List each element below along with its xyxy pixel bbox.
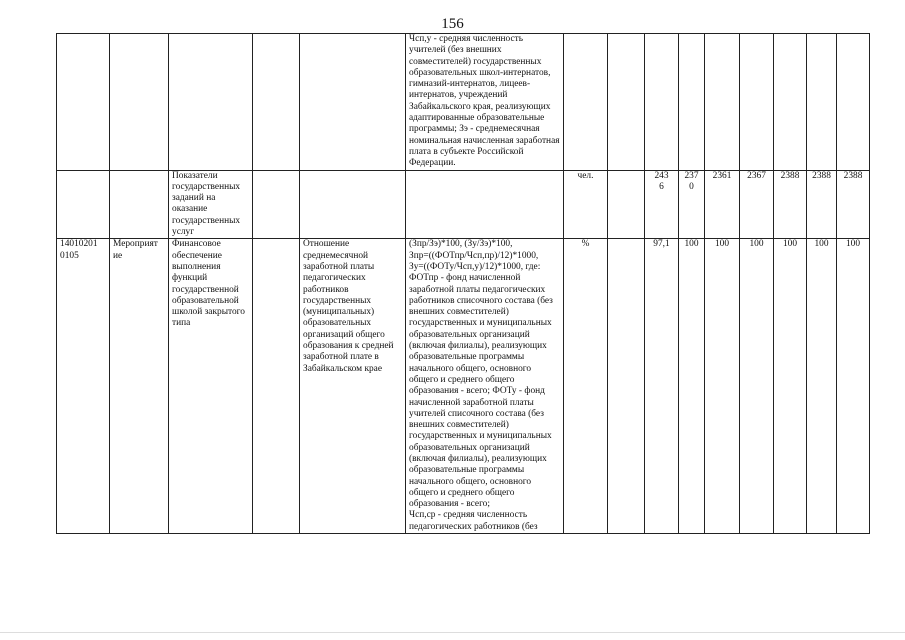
cell-year-5: 2388 [774,170,807,239]
cell-code: 14010201 0105 [57,239,110,534]
cell-type [110,34,169,171]
cell-year-2: 237 0 [679,170,705,239]
cell-year-5: 100 [774,239,807,534]
cell-year-6: 100 [807,239,837,534]
cell-indicator [300,170,406,239]
cell-year-7: 2388 [837,170,870,239]
program-table [56,33,870,534]
cell-year-3 [705,34,740,171]
page-edge-divider [0,632,905,633]
cell-name: Финансовое обеспечение выполнения функций государственной образовательной школой закрытого типа [169,239,253,534]
cell-year-1: 97,1 [645,239,679,534]
cell-year-4: 100 [740,239,774,534]
cell-year-6 [807,34,837,171]
cell-year-4 [740,34,774,171]
cell-year-2 [679,34,705,171]
cell-unit: % [564,239,608,534]
cell-unit [564,34,608,171]
cell-code [57,34,110,171]
cell-method: (Зпр/Зэ)*100, (Зу/Зэ)*100, Зпр=((ФОТпр/Чсп,пр)/12)*1000, Зу=((ФОТу/Чсп,у)/12)*1000, где: ФОТпр - фонд начисленной заработной платы педагогических работников списочного состава (без внешних совместителей) государственных и муниципальных образовательных организаций (включая филиалы), реализующих образовательные программы начального общего, основного общего и среднего общего образования - всего; ФОТу - фонд начисленной заработной платы учителей списочного состава (без внешних совместителей) государственных и муниципальных образовательных организаций (включая филиалы), реализующих образовательные программы начального общего, основного общего и среднего общего образования - всего; Чсп,ср - средняя численность педагогических работников (без [406,239,564,534]
cell-year-6: 2388 [807,170,837,239]
cell-name: Показатели государственных заданий на оказание государственных услуг [169,170,253,239]
cell-type [110,170,169,239]
cell-col4 [253,239,300,534]
cell-year-5 [774,34,807,171]
cell-method: Чсп,у - средняя численность учителей (без внешних совместителей) государственных образовательных школ-интернатов, гимназий-интернатов, лицеев-интернатов, учреждений Забайкальского края, реализующих адаптированные образовательные программы; Зэ - среднемесячная номинальная начисленная заработная плата в субъекте Российской Федерации. [406,34,564,171]
cell-col4 [253,170,300,239]
cell-name [169,34,253,171]
cell-year-1: 243 6 [645,170,679,239]
cell-base [608,34,645,171]
page-number: 156 [441,16,464,32]
cell-code [57,170,110,239]
cell-year-2: 100 [679,239,705,534]
cell-method [406,170,564,239]
table-row [57,34,870,171]
cell-indicator [300,34,406,171]
cell-year-7 [837,34,870,171]
table-row [57,170,870,239]
cell-year-3: 100 [705,239,740,534]
cell-base [608,239,645,534]
cell-year-1 [645,34,679,171]
cell-year-7: 100 [837,239,870,534]
cell-indicator: Отношение среднемесячной заработной платы педагогических работников государственных (муниципальных) образовательных организаций общего образования к средней заработной плате в Забайкальском крае [300,239,406,534]
cell-base [608,170,645,239]
cell-year-3: 2361 [705,170,740,239]
cell-year-4: 2367 [740,170,774,239]
cell-col4 [253,34,300,171]
table-row [57,239,870,534]
cell-unit: чел. [564,170,608,239]
cell-type: Мероприят ие [110,239,169,534]
